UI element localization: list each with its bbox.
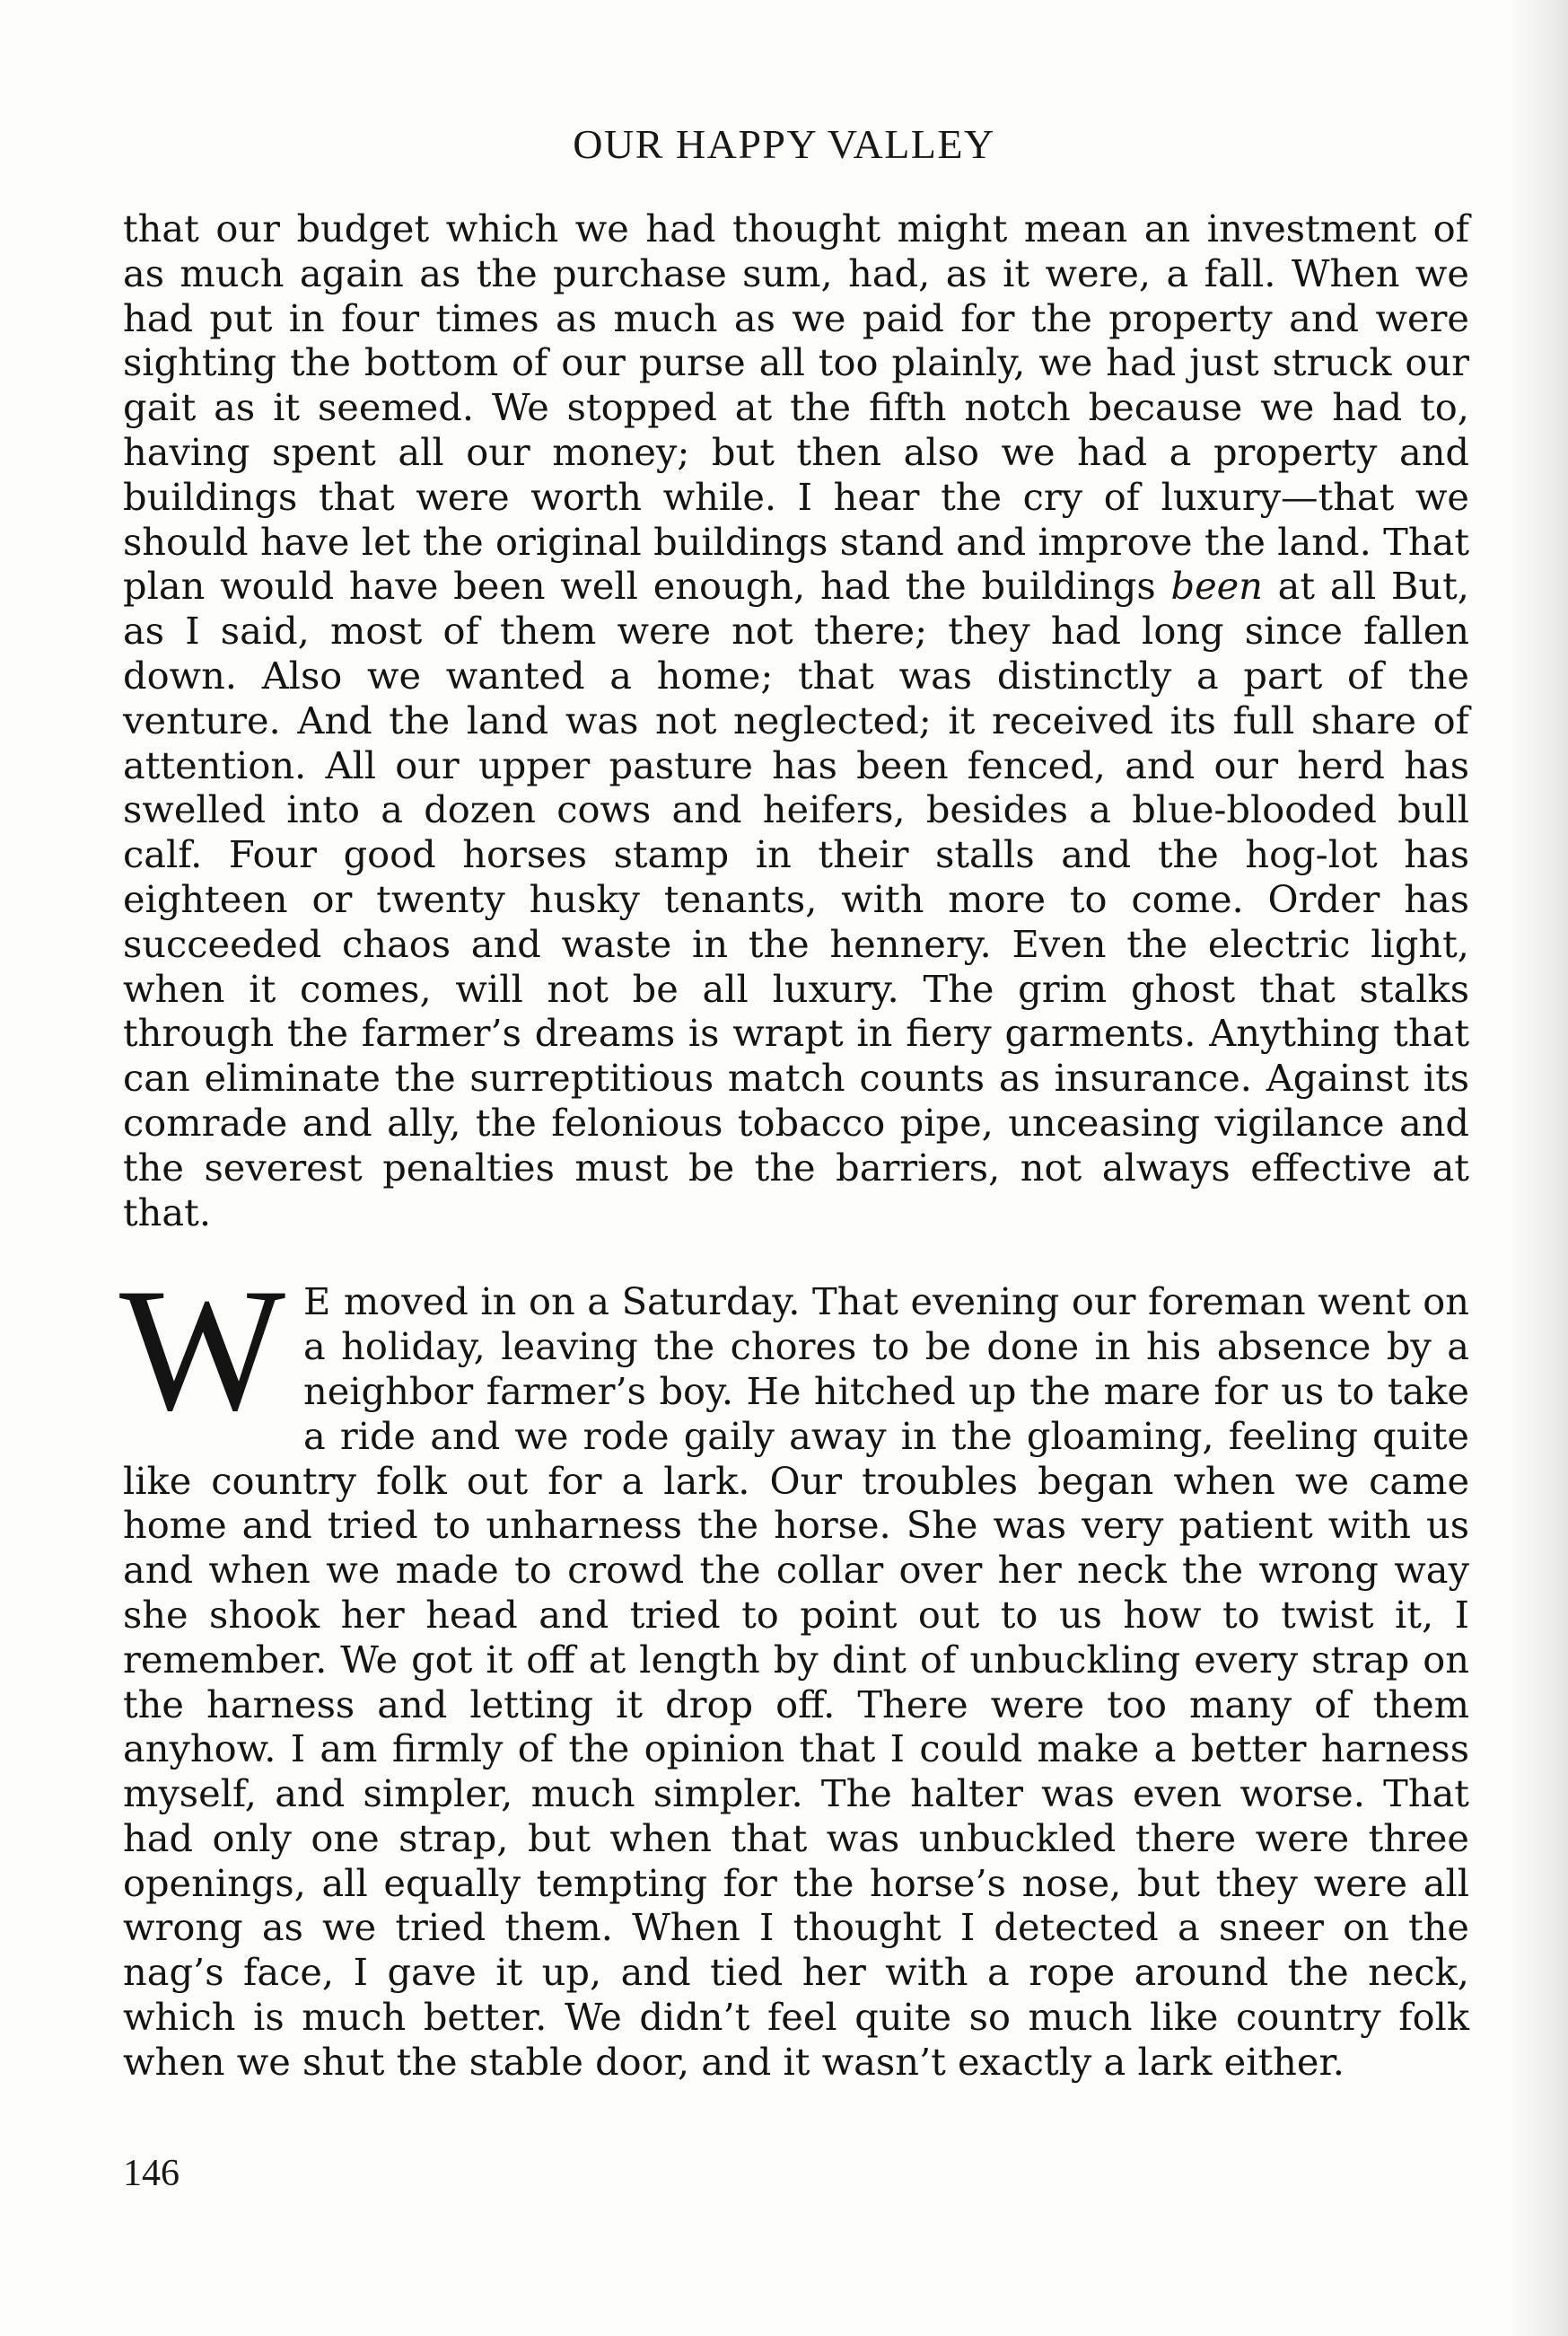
paragraph-1	[123, 206, 1469, 1234]
paragraph-2	[119, 1252, 1469, 2084]
body-text	[119, 206, 1470, 2085]
paragraph-2-text: moved in on a Saturday. That evening our foreman went on a holiday, leaving the chores to be done in his absence by a neighbor farmer’s boy. He hitched up the mare for us to take a ride and we rode gaily away in the gloaming, feeling quite like country folk out for a lark. Our troubles began when we came home and tried to unharness the horse. She was very patient with us and when we made to crowd the collar over her neck the wrong way she shook her head and tried to point out to us how to twist it, I remember. We got it off at length by dint of unbuckling every strap on the harness and letting it drop off. There were too many of them anyhow. I am firmly of the opinion that I could make a better harness myself, and simpler, much simpler. The halter was even worse. That had only one strap, but when that was unbuckled there were three openings, all equally tempting for the horse’s nose, but they were all wrong as we tried them. When I thought I detected a sneer on the nag’s face, I gave it up, and tied her with a rope around the neck, which is much better. We didn’t feel quite so much like country folk when we shut the stable door, and it wasn’t exactly a lark either.	[123, 1279, 1469, 2084]
drop-cap-continuation: E	[303, 1279, 332, 1324]
paragraph-1-text-a: that our budget which we had thought might mean an investment of as much again as the purchase sum, had, as it were, a fall. When we had put in four times as much as we paid for the property and were sighting the bottom of our purse all too plainly, we had just struck our gait as it seemed. We stopped at the fifth notch because we had to, having spent all our money; but then also we had a property and buildings that were worth while. I hear the cry of luxury—that we should have let the original buildings stand and improve the land. That plan would have been well enough, had the buildings	[123, 206, 1469, 609]
page-gutter-shadow	[1505, 0, 1568, 2336]
page-number: 146	[123, 2153, 180, 2194]
paragraph-1-text-b: at all But, as I said, most of them were not there; they had long since fallen down. Also we wanted a home; that was distinctly a part of the venture. And the land was not neglected; it received its full share of attention. All our upper pasture has been fenced, and our herd has swelled into a dozen cows and heifers, besides a blue-blooded bull calf. Four good horses stamp in their stalls and the hog-lot has eighteen or twenty husky tenants, with more to come. Order has succeeded chaos and waste in the hennery. Even the electric light, when it comes, will not be all luxury. The grim ghost that stalks through the farmer’s dreams is wrapt in fiery garments. Anything that can eliminate the surreptitious match counts as insurance. Against its comrade and ally, the felonious tobacco pipe, unceasing vigilance and the severest penalties must be the barriers, not always effective at that.	[123, 564, 1470, 1234]
drop-cap: W	[119, 1252, 285, 1448]
paragraph-1-italic: been	[1170, 564, 1263, 609]
running-head: OUR HAPPY VALLEY	[573, 121, 995, 167]
